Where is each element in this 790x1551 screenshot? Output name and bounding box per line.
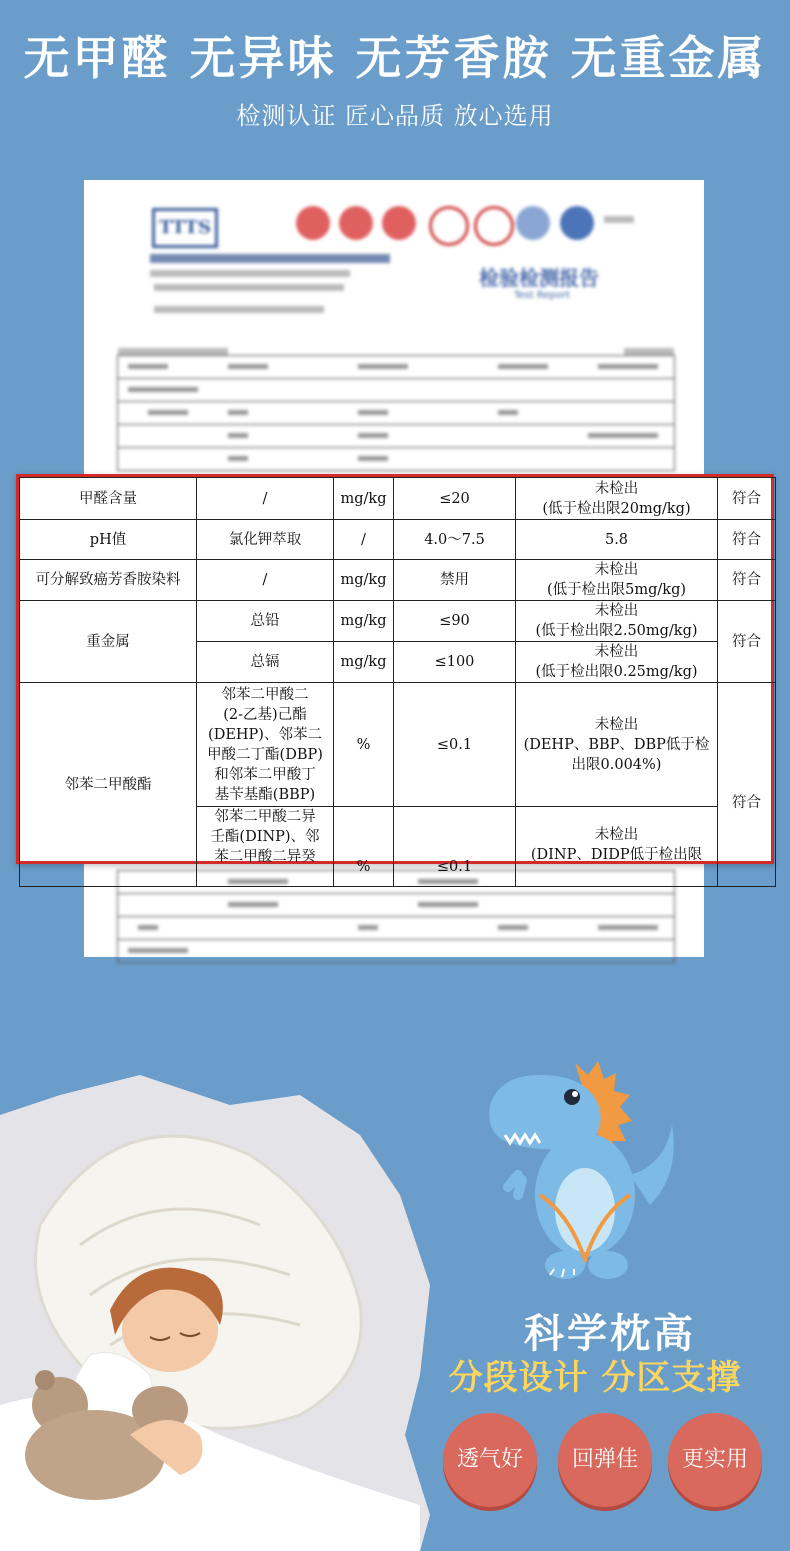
cell-method: 总铅 bbox=[197, 601, 334, 642]
cell-result: 未检出 (低于检出限20mg/kg) bbox=[516, 478, 718, 520]
cert-mark-icon bbox=[516, 206, 550, 240]
cell-limit: ≤20 bbox=[394, 478, 516, 520]
cell-result: 未检出 (DINP、DIDP低于检出限 bbox=[516, 807, 718, 887]
cell-unit: % bbox=[334, 683, 394, 807]
cell-verdict: 符合 bbox=[718, 520, 776, 560]
cell-limit: ≤0.1 bbox=[394, 807, 516, 887]
cell-item: 重金属 bbox=[20, 601, 197, 683]
badge-practical: 更实用 bbox=[668, 1413, 762, 1507]
cell-limit: 4.0～7.5 bbox=[394, 520, 516, 560]
cell-result: 5.8 bbox=[516, 520, 718, 560]
cell-result: 未检出 (低于检出限0.25mg/kg) bbox=[516, 642, 718, 683]
badge-breathable: 透气好 bbox=[443, 1413, 537, 1507]
cell-unit: mg/kg bbox=[334, 560, 394, 601]
cell-verdict: 符合 bbox=[718, 478, 776, 520]
slogan-subtitle: 分段设计 分区支撑 bbox=[448, 1358, 742, 1398]
cell-limit: ≤90 bbox=[394, 601, 516, 642]
table-row bbox=[20, 601, 776, 642]
cell-unit: / bbox=[334, 520, 394, 560]
table-row bbox=[20, 683, 776, 807]
cell-item: pH值 bbox=[20, 520, 197, 560]
cert-mark-icon bbox=[382, 206, 416, 240]
table-row bbox=[20, 520, 776, 560]
cell-unit: mg/kg bbox=[334, 478, 394, 520]
cert-mark-icon bbox=[429, 206, 469, 246]
highlighted-results-table bbox=[16, 474, 774, 875]
report-subtitle: Test Report bbox=[514, 290, 571, 301]
cell-method: 邻苯二甲酸二 (2-乙基)己酯 (DEHP)、邻苯二 甲酸二丁酯(DBP) 和邻苯二甲酸丁 基苄基酯(BBP) bbox=[197, 683, 334, 807]
cell-limit: ≤100 bbox=[394, 642, 516, 683]
cell-verdict: 符合 bbox=[718, 560, 776, 601]
cell-unit: % bbox=[334, 807, 394, 887]
cell-method: 邻苯二甲酸二异 壬酯(DINP)、邻 苯二甲酸二异癸 bbox=[197, 807, 334, 887]
cell-result: 未检出 (DEHP、BBP、DBP低于检 出限0.004%) bbox=[516, 683, 718, 807]
cell-verdict: 符合 bbox=[718, 601, 776, 683]
sleeping-child-pillow-photo bbox=[0, 1075, 430, 1551]
cert-mark-icon bbox=[339, 206, 373, 240]
subheadline: 检测认证 匠心品质 放心选用 bbox=[236, 102, 554, 130]
cell-unit: mg/kg bbox=[334, 601, 394, 642]
cert-mark-icon bbox=[560, 206, 594, 240]
cert-mark-icon bbox=[296, 206, 330, 240]
cell-limit: ≤0.1 bbox=[394, 683, 516, 807]
report-title: 检验检测报告 bbox=[479, 266, 599, 290]
cell-method: / bbox=[197, 478, 334, 520]
cert-mark-icon bbox=[474, 206, 514, 246]
slogan-title: 科学枕高 bbox=[524, 1311, 696, 1357]
cell-item: 可分解致癌芳香胺染料 bbox=[20, 560, 197, 601]
badge-rebound: 回弹佳 bbox=[558, 1413, 652, 1507]
cell-item: 邻苯二甲酸酯 bbox=[20, 683, 197, 887]
cell-verdict: 符合 bbox=[718, 683, 776, 887]
dinosaur-mascot-icon bbox=[480, 1055, 690, 1285]
cell-method: 氯化钾萃取 bbox=[197, 520, 334, 560]
table-row bbox=[20, 478, 776, 520]
cell-result: 未检出 (低于检出限2.50mg/kg) bbox=[516, 601, 718, 642]
cell-unit: mg/kg bbox=[334, 642, 394, 683]
cell-item: 甲醛含量 bbox=[20, 478, 197, 520]
report-table-background bbox=[117, 355, 675, 471]
cell-result: 未检出 (低于检出限5mg/kg) bbox=[516, 560, 718, 601]
cell-method: / bbox=[197, 560, 334, 601]
headline: 无甲醛 无异味 无芳香胺 无重金属 bbox=[23, 31, 767, 85]
cell-limit: 禁用 bbox=[394, 560, 516, 601]
cell-method: 总镉 bbox=[197, 642, 334, 683]
lab-logo: TTTS bbox=[152, 208, 218, 248]
table-row bbox=[20, 560, 776, 601]
